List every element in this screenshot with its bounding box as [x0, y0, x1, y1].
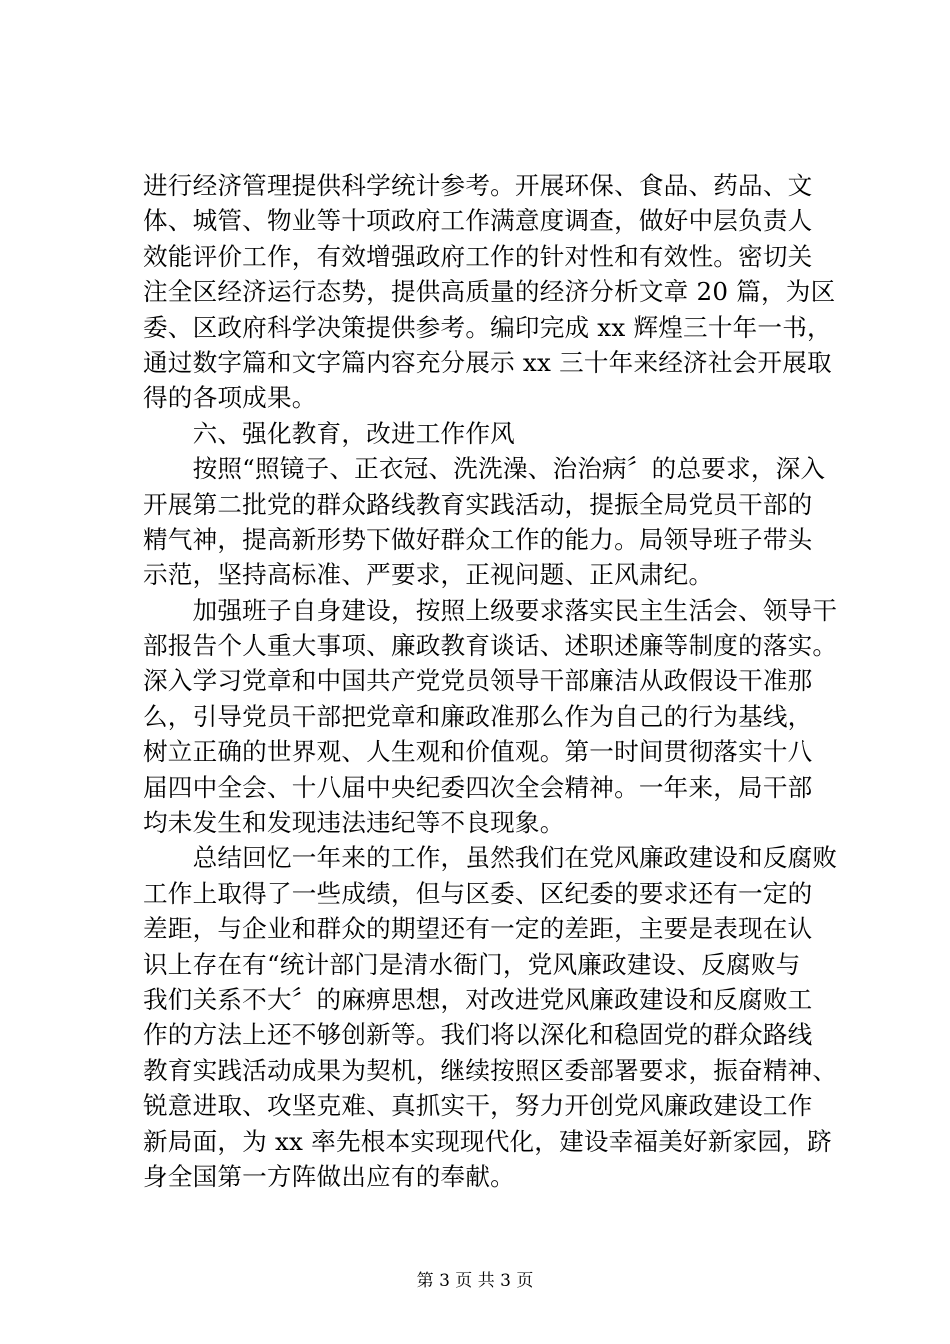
text-line: 新局面，为 xx 率先根本实现现代化，建设幸福美好新家园，跻	[143, 1126, 832, 1156]
text-line: 树立正确的世界观、人生观和价值观。第一时间贯彻落实十八	[143, 737, 813, 767]
text-line: 均未发生和发现违法违纪等不良现象。	[143, 808, 565, 838]
text-line: 按照“照镜子、正衣冠、洗洗澡、治治病〞的总要求，深入	[143, 454, 826, 484]
text-line: 差距，与企业和群众的期望还有一定的差距，主要是表现在认	[143, 914, 813, 944]
text-line: 通过数字篇和文字篇内容充分展示 xx 三十年来经济社会开展取	[143, 347, 832, 377]
text-line: 注全区经济运行态势，提供高质量的经济分析文章 20 篇，为区	[143, 277, 836, 307]
text-line: 识上存在有“统计部门是清水衙门，党风廉政建设、反腐败与	[143, 949, 801, 979]
text-line: 我们关系不大〞的麻痹思想，对改进党风廉政建设和反腐败工	[143, 984, 813, 1014]
text-line: 效能评价工作，有效增强政府工作的针对性和有效性。密切关	[143, 241, 813, 271]
page-footer	[0, 1271, 950, 1291]
text-line: 委、区政府科学决策提供参考。编印完成 xx 辉煌三十年一书，	[143, 312, 832, 342]
text-line: 作的方法上还不够创新等。我们将以深化和稳固党的群众路线	[143, 1020, 813, 1050]
text-line: 身全国第一方阵做出应有的奉献。	[143, 1161, 515, 1191]
text-line: 锐意进取、攻坚克难、真抓实干，努力开创党风廉政建设工作	[143, 1091, 813, 1121]
text-line: 么，引导党员干部把党章和廉政准那么作为自己的行为基线，	[143, 701, 813, 731]
text-line: 示范，坚持高标准、严要求，正视问题、正风肃纪。	[143, 560, 714, 590]
text-line: 总结回忆一年来的工作，虽然我们在党风廉政建设和反腐败	[143, 843, 838, 873]
body-text	[143, 168, 838, 1194]
text-line: 工作上取得了一些成绩，但与区委、区纪委的要求还有一定的	[143, 878, 813, 908]
text-line: 加强班子自身建设，按照上级要求落实民主生活会、领导干	[143, 595, 838, 625]
text-line: 部报告个人重大事项、廉政教育谈话、述职述廉等制度的落实。	[143, 631, 838, 661]
text-line: 开展第二批党的群众路线教育实践活动，提振全局党员干部的	[143, 489, 813, 519]
text-line: 届四中全会、十八届中央纪委四次全会精神。一年来，局干部	[143, 772, 813, 802]
text-line: 教育实践活动成果为契机，继续按照区委部署要求，振奋精神、	[143, 1055, 838, 1085]
text-line: 精气神，提高新形势下做好群众工作的能力。局领导班子带头	[143, 524, 813, 554]
section-heading: 六、强化教育，改进工作作风	[143, 418, 515, 448]
text-line: 深入学习党章和中国共产党党员领导干部廉洁从政假设干准那	[143, 666, 813, 696]
text-line: 体、城管、物业等十项政府工作满意度调查，做好中层负责人	[143, 206, 813, 236]
page-number: 第 3 页 共 3 页	[416, 1271, 534, 1291]
text-line: 得的各项成果。	[143, 383, 317, 413]
text-line: 进行经济管理提供科学统计参考。开展环保、食品、药品、文	[143, 171, 813, 200]
